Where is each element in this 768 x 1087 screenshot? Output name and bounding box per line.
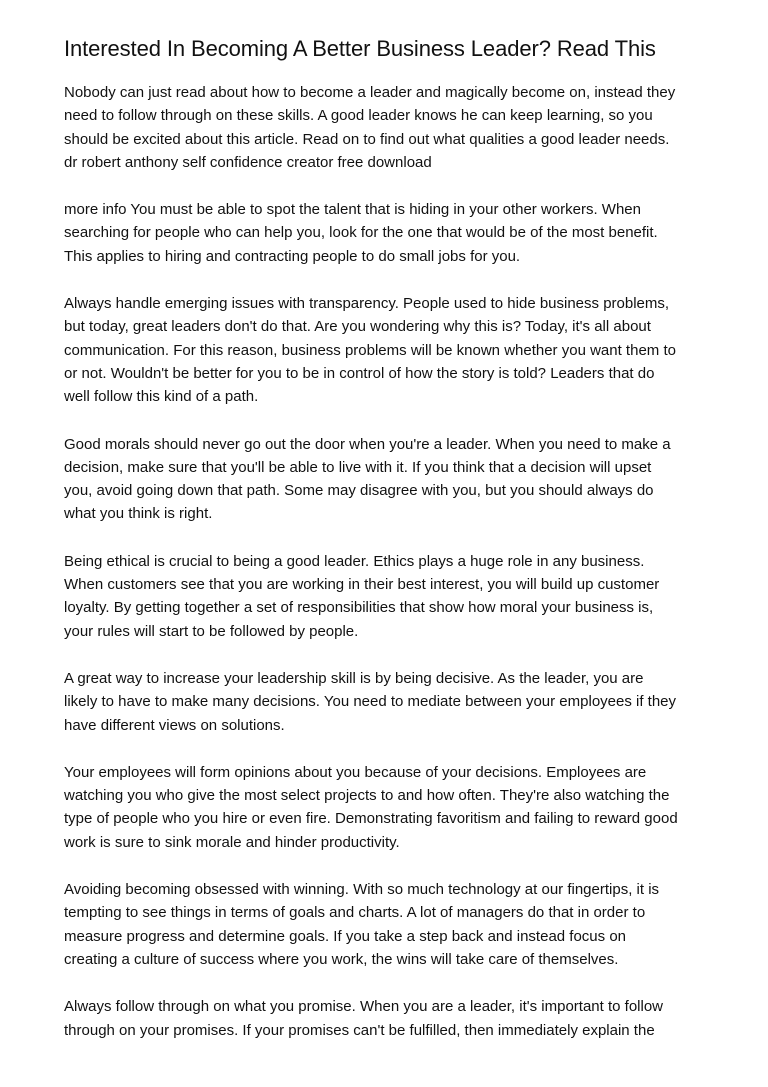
text-line: should be excited about this article. Read on to find out what qualities a good leader needs.: [64, 130, 670, 148]
paragraph-7: [64, 761, 714, 854]
paragraph-2: [64, 198, 714, 268]
text-line: dr robert anthony self confidence creator free download: [64, 153, 432, 171]
text-line: searching for people who can help you, look for the one that would be of the most benefit.: [64, 224, 658, 242]
text-line: A great way to increase your leadership skill is by being decisive. As the leader, you are: [64, 669, 644, 687]
text-line: what you think is right.: [64, 505, 213, 523]
text-line: Good morals should never go out the door when you're a leader. When you need to make a: [64, 435, 671, 453]
text-line: communication. For this reason, business problems will be known whether you want them to: [64, 341, 676, 359]
text-line: watching you who give the most select projects to and how often. They're also watching the: [64, 787, 670, 805]
text-line: need to follow through on these skills. A good leader knows he can keep learning, so you: [64, 107, 653, 125]
paragraph-6: [64, 667, 714, 737]
text-line: you, avoid going down that path. Some may disagree with you, but you should always do: [64, 482, 654, 500]
text-line: measure progress and determine goals. If you take a step back and instead focus on: [64, 927, 627, 945]
text-line: likely to have to make many decisions. You need to mediate between your employees if they: [64, 693, 677, 711]
text-line: This applies to hiring and contracting people to do small jobs for you.: [64, 247, 521, 265]
paragraph-8: [64, 878, 714, 971]
text-line: your rules will start to be followed by people.: [64, 622, 359, 640]
text-line: When customers see that you are working in their best interest, you will build up customer: [64, 576, 660, 594]
paragraph-3: [64, 292, 714, 408]
paragraph-9: [64, 995, 714, 1042]
document-page: [64, 34, 714, 1066]
text-line: decision, make sure that you'll be able to live with it. If you think that a decision will upset: [64, 458, 652, 476]
text-line: Avoiding becoming obsessed with winning. With so much technology at our fingertips, it is: [64, 881, 660, 899]
text-line: tempting to see things in terms of goals and charts. A lot of managers do that in order to: [64, 904, 646, 922]
text-line: Nobody can just read about how to become a leader and magically become on, instead they: [64, 84, 676, 101]
text-line: through on your promises. If your promises can't be fulfilled, then immediately explain the: [64, 1021, 655, 1039]
text-line: but today, great leaders don't do that. Are you wondering why this is? Today, it's all about: [64, 318, 651, 336]
text-line: type of people who you hire or even fire. Demonstrating favoritism and failing to reward good: [64, 810, 678, 828]
paragraph-1: [64, 81, 714, 174]
paragraph-5: [64, 550, 714, 643]
text-line: loyalty. By getting together a set of responsibilities that show how moral your business is,: [64, 599, 654, 617]
paragraph-4: [64, 433, 714, 526]
text-line: Always handle emerging issues with transparency. People used to hide business problems,: [64, 295, 670, 313]
text-line: work is sure to sink morale and hinder productivity.: [64, 833, 400, 851]
text-line: or not. Wouldn't be better for you to be in control of how the story is told? Leaders that do: [64, 364, 655, 382]
text-line: have different views on solutions.: [64, 716, 285, 734]
document-title: Interested In Becoming A Better Business Leader? Read This: [64, 36, 656, 61]
text-line: Being ethical is crucial to being a good leader. Ethics plays a huge role in any business.: [64, 552, 645, 570]
text-line: Always follow through on what you promise. When you are a leader, it's important to follow: [64, 998, 663, 1016]
text-line: Your employees will form opinions about you because of your decisions. Employees are: [64, 763, 647, 781]
text-line: more info You must be able to spot the talent that is hiding in your other workers. When: [64, 201, 641, 219]
text-line: well follow this kind of a path.: [64, 388, 259, 406]
text-line: creating a culture of success where you work, the wins will take care of themselves.: [64, 950, 619, 968]
